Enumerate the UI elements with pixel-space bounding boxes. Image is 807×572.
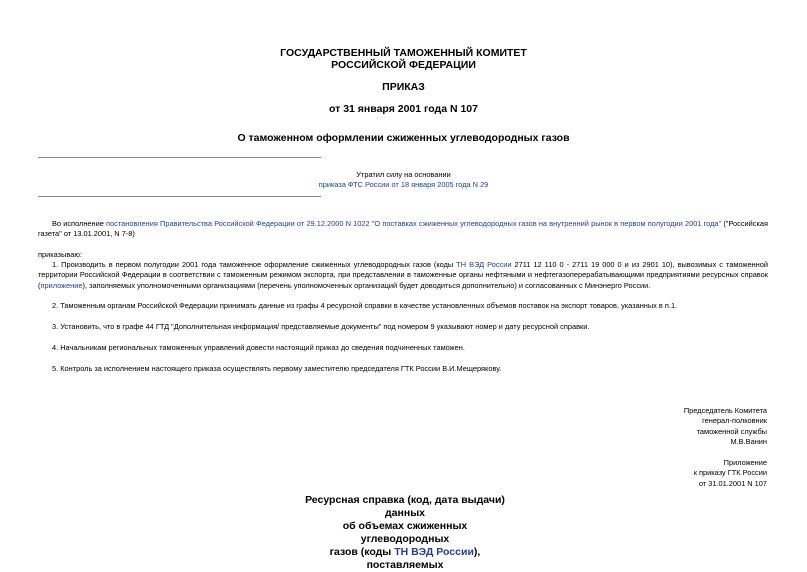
item1-text-a: 1. Производить в первом полугодии 2001 года таможенное оформление сжиженных углеводородных газов (коды xyxy=(52,260,457,269)
appendix-line-3: от 31.01.2001 N 107 xyxy=(698,478,767,488)
order-item-5: 5. Контроль за исполнением настоящего приказа осуществлять первому заместителю председателя ГТК России В.И.Мещерякову. xyxy=(52,364,502,373)
appendix-title-line-1: Ресурсная справка (код, дата выдачи) данных xyxy=(305,494,505,519)
appendix-title-text-b: ), поставляемых xyxy=(366,546,481,571)
appendix-line-1: Приложение xyxy=(723,458,767,467)
repeal-order-link[interactable]: приказа ФТС России от 18 января 2005 года N 29 xyxy=(318,180,489,189)
appendix-title-line-3 xyxy=(300,546,510,572)
status-link-wrap xyxy=(0,180,807,190)
signature-line-4: М.В.Ванин xyxy=(730,436,767,446)
appendix-link[interactable]: приложение xyxy=(40,280,83,290)
order-item-4: 4. Начальникам региональных таможенных управлений довести настоящий приказ до сведения подчиненных таможен. xyxy=(52,343,465,352)
preamble-prefix: Во исполнение xyxy=(52,219,107,228)
order-item-1 xyxy=(38,260,768,291)
order-item-3: 3. Установить, что в графе 44 ГТД "Дополнительная информация/ представляемые документы" под номером 9 указывают номер и дату ресурсной справки. xyxy=(52,322,590,331)
divider-bottom xyxy=(38,196,321,197)
org-name-line1: ГОСУДАРСТВЕННЫЙ ТАМОЖЕННЫЙ КОМИТЕТ xyxy=(280,47,527,59)
signature-line-1: Председатель Комитета xyxy=(683,406,767,415)
signature-block xyxy=(567,406,767,447)
org-name-line2: РОССИЙСКОЙ ФЕДЕРАЦИИ xyxy=(331,59,476,71)
item1-text-c: ), заполняемых уполномоченными организациями (перечень уполномоченных организаций будет доводиться дополнительно) и согласованных с Минэнерго России. xyxy=(82,280,651,290)
signature-line-3: таможенной службы xyxy=(696,426,767,436)
doc-title: О таможенном оформлении сжиженных углеводородных газов xyxy=(237,132,570,144)
appendix-title-text-a: газов (коды xyxy=(329,546,395,558)
status-text: Утратил силу на основании xyxy=(356,170,451,179)
appendix-tn-ved-link[interactable]: ТН ВЭД России xyxy=(394,546,474,558)
tn-ved-link[interactable]: ТН ВЭД России xyxy=(456,260,512,269)
divider-top xyxy=(38,157,321,158)
government-decree-link[interactable]: постановления Правительства Российской Федерации от 29.12.2000 N 1022 "О поставках сжиженных углеводородных газов на внутренний рынок в первом полугодии 2001 года" xyxy=(106,219,722,228)
preamble xyxy=(38,219,768,240)
order-item-2: 2. Таможенным органам Российской Федерации принимать данные из графы 4 ресурсной справки в качестве установленных объемов поставок на экспорт товаров, указанных в п.1. xyxy=(52,301,678,310)
doc-date: от 31 января 2001 года N 107 xyxy=(329,103,478,115)
appendix-title-line-2: об объемах сжиженных углеводородных xyxy=(342,520,468,545)
appendix-title xyxy=(300,494,510,572)
preamble-suffix: ("Российская газета" от 13.01.2001, N 7-8) xyxy=(38,219,768,239)
order-word: приказываю: xyxy=(38,250,82,259)
doc-type: ПРИКАЗ xyxy=(382,81,425,93)
appendix-line-2: к приказу ГТК России xyxy=(693,468,767,478)
item1-text-b: 2711 12 110 0 - 2711 19 000 0 и из 2901 10), вывозимых с таможенной территории Российской Федерации в соответствии с таможенным режимом экспорта, при представлении в таможенные органы нефтяными и нефтегазоперерабатывающими предприятиями ресурсных справок ( xyxy=(38,260,768,290)
signature-line-2: генерал-полковник xyxy=(702,416,767,426)
appendix-block xyxy=(567,458,767,489)
